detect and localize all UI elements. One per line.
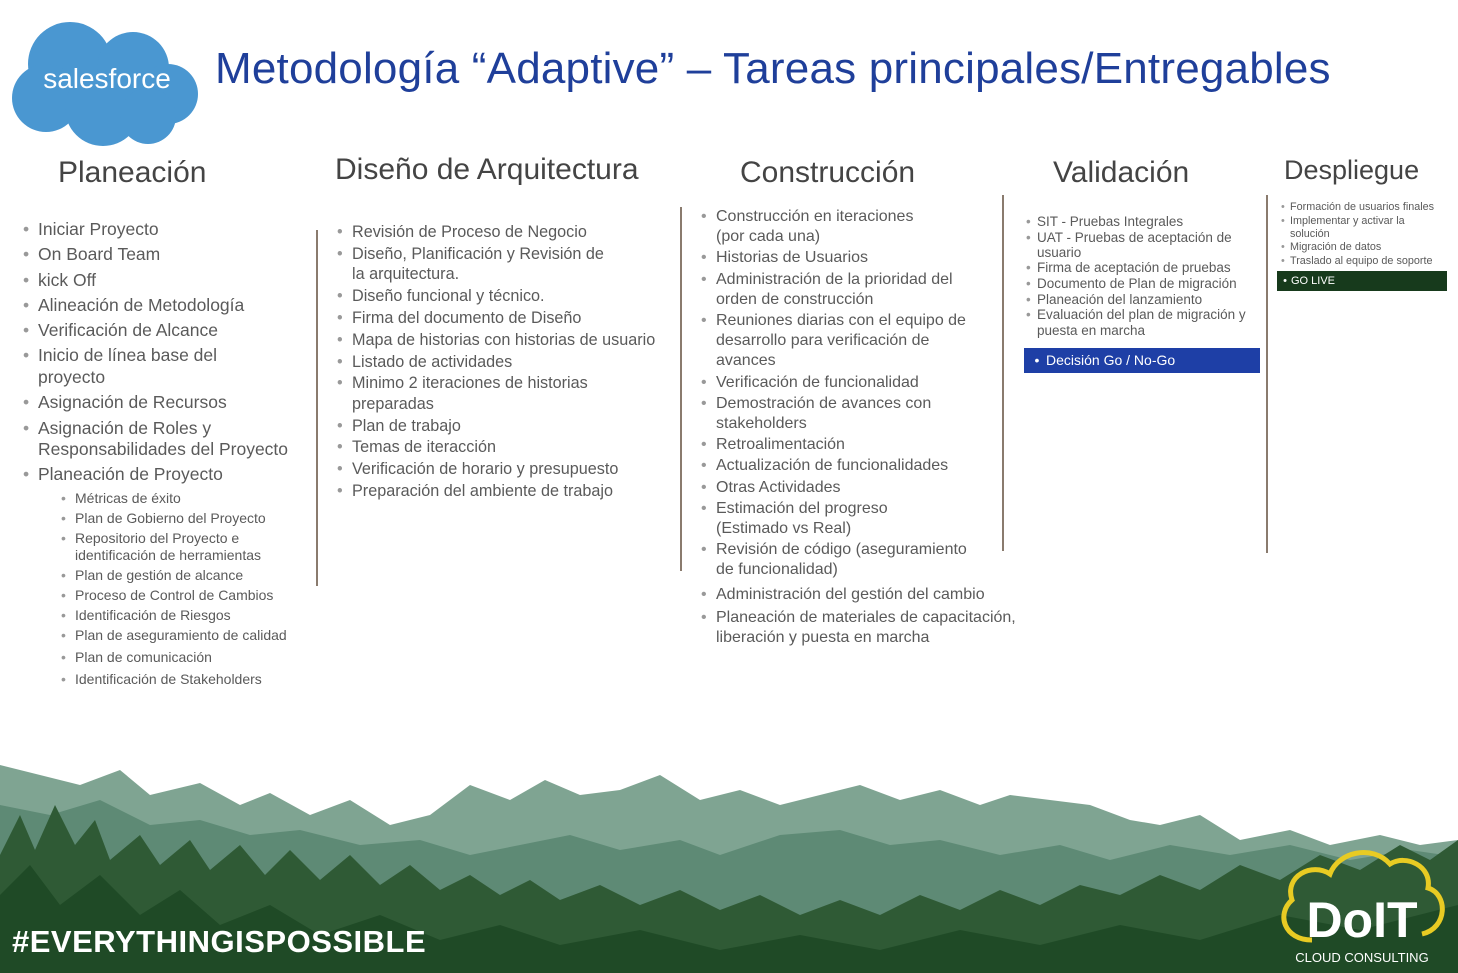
list-item: • Formación de usuarios finales [1281,201,1451,214]
list-item: • Inicio de línea base del proyecto [23,345,248,388]
heading-validacion: Validación [1053,156,1190,189]
list-item: • Estimación del progreso (Estimado vs Real) [701,499,926,539]
validacion-column [1026,214,1261,338]
construccion-list [701,207,1031,648]
despliegue-list [1281,201,1451,268]
list-item: • Administración de la prioridad del orden de construcción [701,270,971,310]
salesforce-logo [8,16,213,148]
list-item: • Temas de iteracción [337,437,677,458]
list-item: • Documento de Plan de migración [1026,276,1261,291]
divider [1266,195,1268,553]
list-item: • Retroalimentación [701,435,1031,455]
list-item: • On Board Team [23,244,313,266]
list-item: • Plan de trabajo [337,416,677,437]
page-title: Metodología “Adaptive” – Tareas principales/Entregables [215,44,1331,93]
divider [680,207,682,571]
list-item: • Traslado al equipo de soporte [1281,255,1451,268]
list-item: • UAT - Pruebas de aceptación de usuario [1026,230,1237,261]
list-item: • Migración de datos [1281,241,1451,254]
heading-despliegue: Despliegue [1284,155,1420,185]
list-item: • Planeación del lanzamiento [1026,292,1261,307]
heading-planeacion: Planeación [58,156,207,189]
list-item: • Revisión de Proceso de Negocio [337,222,677,243]
list-item: • Administración del gestión del cambio [701,585,1031,605]
list-item: • Métricas de éxito [61,490,301,507]
construccion-column [701,207,1031,649]
list-item: • Firma de aceptación de pruebas [1026,260,1261,275]
list-item: • Iniciar Proyecto [23,219,313,241]
doit-cloud-logo [1272,842,1452,968]
list-item: • Alineación de Metodología [23,295,313,317]
list-item: • Planeación de materiales de capacitación, liberación y puesta en marcha [701,608,1036,648]
doit-brand-text: DoIT [1306,892,1418,948]
list-item: • Preparación del ambiente de trabajo [337,481,677,502]
list-item: • Diseño, Planificación y Revisión de la arquitectura. [337,244,607,285]
list-item: • Construcción en iteraciones (por cada una) [701,207,941,247]
list-item: • Historias de Usuarios [701,248,1031,268]
list-item: • Plan de comunicación [61,649,301,666]
list-item: • Verificación de funcionalidad [701,373,1031,393]
list-item: • Identificación de Stakeholders [61,671,301,688]
heading-diseno: Diseño de Arquitectura [335,153,639,186]
go-no-go-label: Decisión Go / No-Go [1046,352,1176,368]
list-item: • Evaluación del plan de migración y puesta en marcha [1026,307,1261,338]
list-item: • Verificación de Alcance [23,320,313,342]
planeacion-list [23,219,313,486]
list-item: • Mapa de historias con historias de usuario [337,330,677,351]
list-item: • Verificación de horario y presupuesto [337,459,677,480]
planeacion-column [23,219,313,691]
planeacion-sublist [61,490,301,688]
list-item: • SIT - Pruebas Integrales [1026,214,1261,229]
list-item: • Diseño funcional y técnico. [337,286,677,307]
list-item: • Plan de aseguramiento de calidad [61,627,301,644]
list-item: • Minimo 2 iteraciones de historias preparadas [337,373,622,414]
list-item: • Otras Actividades [701,478,1031,498]
list-item: • Firma del documento de Diseño [337,308,677,329]
doit-sub-text: CLOUD CONSULTING [1295,950,1429,965]
heading-construccion: Construcción [740,156,916,189]
list-item: • kick Off [23,270,313,292]
list-item: • Repositorio del Proyecto e identificación de herramientas [61,530,301,564]
hashtag-text: #EVERYTHINGISPOSSIBLE [12,924,427,959]
list-item: • Asignación de Recursos [23,392,313,414]
list-item: • Plan de Gobierno del Proyecto [61,510,301,527]
go-no-go-decision-bar: • Decisión Go / No-Go [1024,348,1260,373]
list-item: • Revisión de código (aseguramiento de funcionalidad) [701,540,976,580]
go-live-bar: • GO LIVE [1277,271,1447,291]
list-item: • Asignación de Roles y Responsabilidades del Proyecto [23,418,313,461]
divider [316,230,318,586]
list-item: • Proceso de Control de Cambios [61,587,301,604]
diseno-list [337,222,677,502]
list-item: • Planeación de Proyecto [23,464,313,486]
validacion-list [1026,214,1261,338]
list-item: • Actualización de funcionalidades [701,456,1031,476]
go-live-label: GO LIVE [1291,275,1336,287]
list-item: • Listado de actividades [337,352,677,373]
list-item: • Reuniones diarias con el equipo de desarrollo para verificación de avances [701,311,978,372]
list-item: • Identificación de Riesgos [61,607,301,624]
diseno-column [337,222,677,503]
list-item: • Plan de gestión de alcance [61,567,301,584]
logo-text: salesforce [43,63,171,94]
list-item: • Demostración de avances con stakeholders [701,394,951,434]
list-item: • Implementar y activar la solución [1281,215,1420,241]
despliegue-column [1281,201,1451,268]
